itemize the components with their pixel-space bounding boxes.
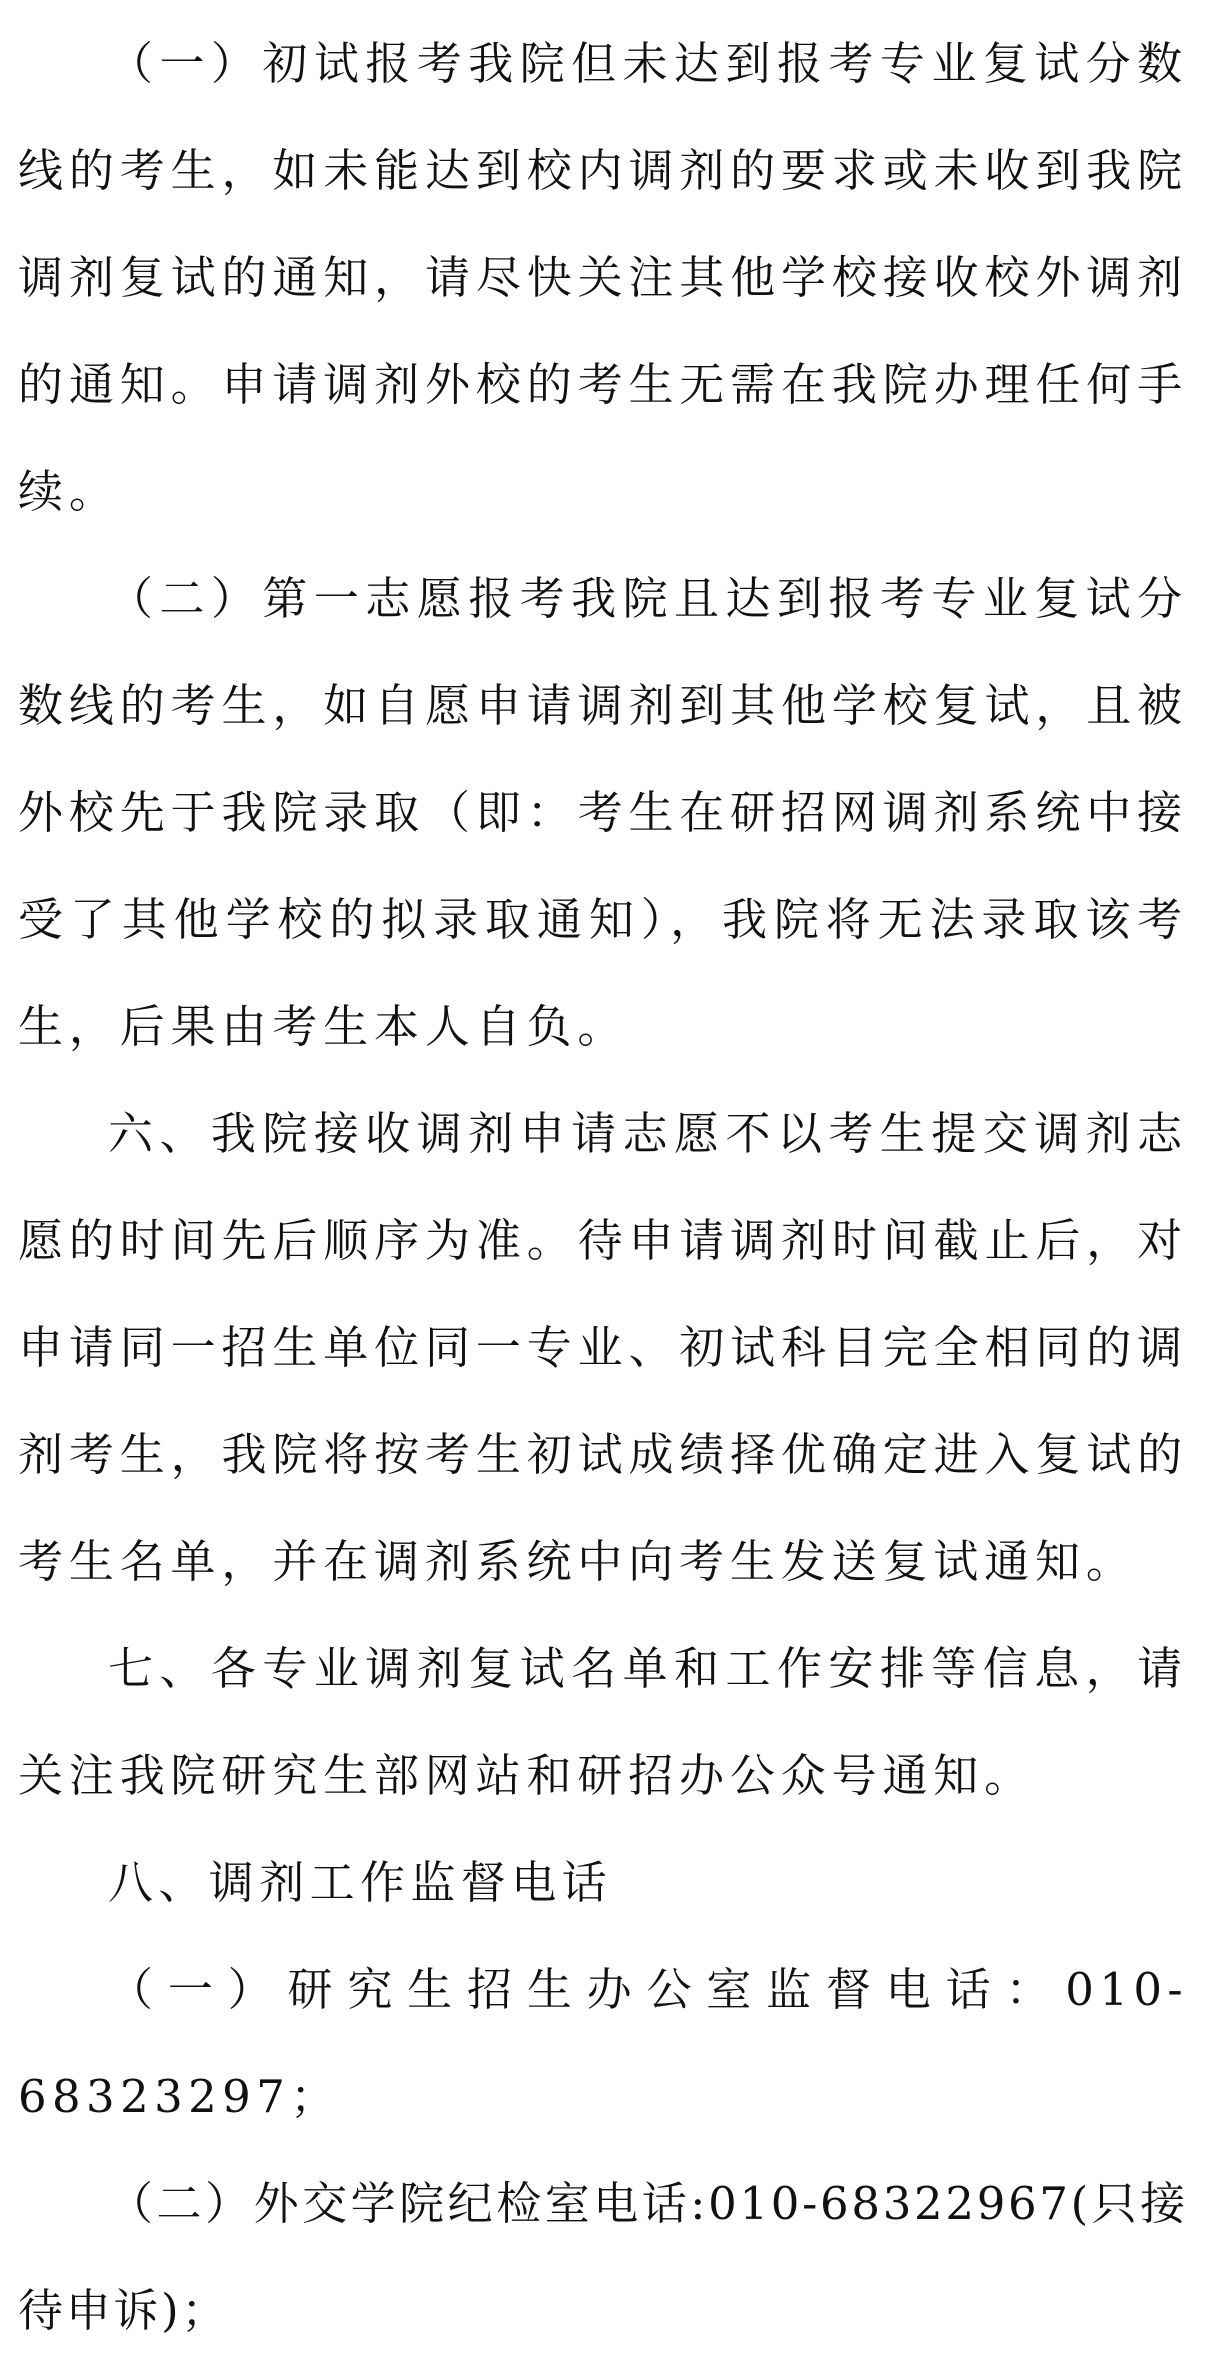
supervision-phone-2: （二）外交学院纪检室电话:010-68322967(只接待申诉)； (18, 2177, 1188, 2337)
paragraph-3: 六、我院接收调剂申请志愿不以考生提交调剂志愿的时间先后顺序为准。待申请调剂时间截止后，对申请同一招生单位同一专业、初试科目完全相同的调剂考生，我院将按考生初试成绩择优确定进入复试的考生名单，并在调剂系统中向考生发送复试通知。 (18, 1107, 1188, 1588)
supervision-phone-1: （一）研究生招生办公室监督电话：010-68323297； (18, 1963, 1188, 2123)
paragraph-1: （一）初试报考我院但未达到报考专业复试分数线的考生，如未能达到校内调剂的要求或未收到我院调剂复试的通知，请尽快关注其他学校接收校外调剂的通知。申请调剂外校的考生无需在我院办理任何手续。 (18, 37, 1188, 518)
paragraph-2: （二）第一志愿报考我院且达到报考专业复试分数线的考生，如自愿申请调剂到其他学校复试，且被外校先于我院录取（即：考生在研招网调剂系统中接受了其他学校的拟录取通知），我院将无法录取该考生，后果由考生本人自负。 (18, 572, 1188, 1053)
section-heading-supervision: 八、调剂工作监督电话 (108, 1856, 613, 1909)
document-page (18, 0, 1188, 2364)
paragraph-4: 七、各专业调剂复试名单和工作安排等信息，请关注我院研究生部网站和研招办公众号通知。 (18, 1642, 1188, 1802)
